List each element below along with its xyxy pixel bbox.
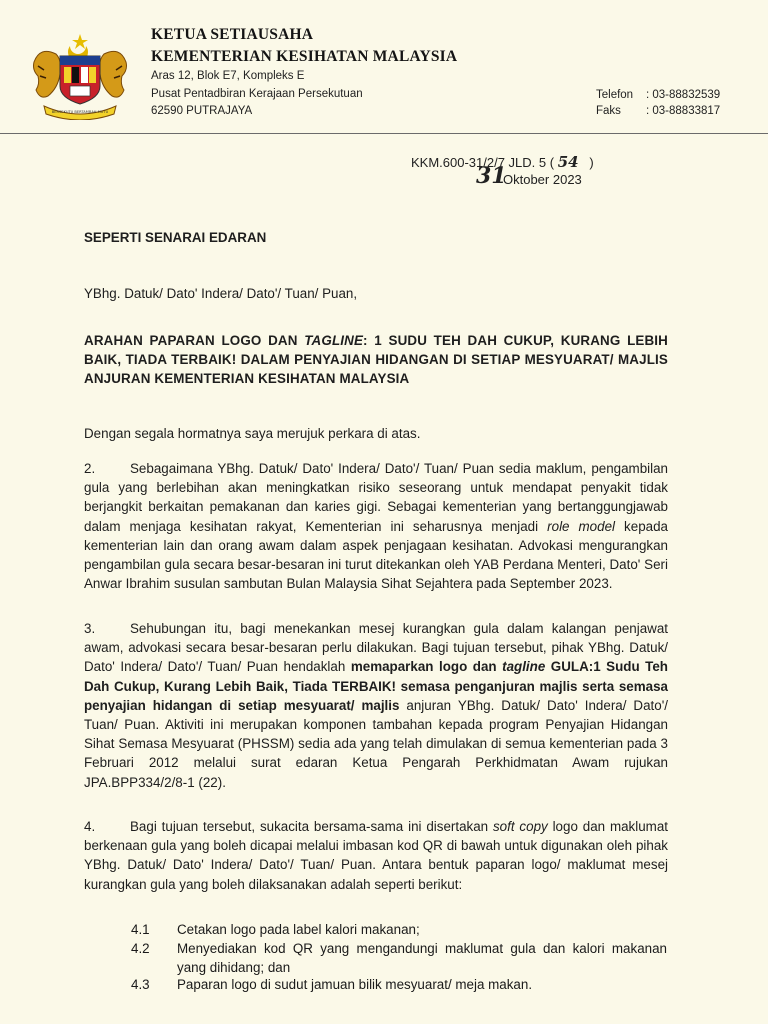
faks-label: Faks: [596, 105, 621, 117]
letterhead-title: KETUA SETIAUSAHA: [151, 26, 314, 43]
paragraph-4-italic: soft copy: [492, 819, 548, 834]
paragraph-3-text2: anjuran YBhg. Datuk/ Dato' Indera/ Dato'/ Tuan/ Puan. Aktiviti ini merupakan komponen tambahan kepada program Penyajian Hidangan Sihat Semasa Mesyuarat (PHSSM) sedia ada yang telah dimulakan di semua kementerian pada 3 Februari 2012 melalui surat edaran Ketua Pengarah Perkhidmatan Awam rujukan JPA.BPP334/2/8-1 (22).: [84, 697, 668, 790]
list-item-text: Paparan logo di sudut jamuan bilik mesyuarat/ meja makan.: [177, 977, 533, 992]
paragraph-3-bold2: GULA:1 Sudu Teh Dah Cukup, Kurang Lebih Baik, Tiada TERBAIK! semasa penganjuran majlis serta semasa penyajian hidangan di setiap mesyuarat/ majlis: [84, 659, 668, 713]
list-item-number: 4.3: [131, 977, 150, 992]
list-item-number: 4.2: [131, 941, 150, 956]
letterhead-address-line1: Aras 12, Blok E7, Kompleks E: [151, 70, 305, 82]
paragraph-2-number: 2.: [84, 461, 96, 476]
paragraph-3-bold-italic: tagline: [502, 659, 546, 675]
letterhead-address-line2: Pusat Pentadbiran Kerajaan Persekutuan: [151, 88, 363, 100]
letterhead-divider: [0, 133, 768, 134]
recipient: SEPERTI SENARAI EDARAN: [84, 230, 267, 245]
date-handwritten-day: 31: [476, 163, 507, 189]
paragraph-2-italic: role model: [547, 518, 616, 534]
paragraph-3: [84, 619, 668, 792]
malaysia-coat-of-arms-icon: [26, 32, 134, 120]
subject-heading: [84, 331, 668, 389]
paragraph-3-bold1: memaparkan logo dan: [350, 659, 503, 675]
telefon-value: : 03-88832539: [646, 89, 721, 101]
paragraph-3-text1: Sehubungan itu, bagi menekankan mesej kurangkan gula dalam kalangan penjawat awam, advokasi secara besar-besaran perlu dilakukan. Bagi tujuan tersebut, pihak YBhg. Datuk/ Dato' Indera/ Dato'/ Tuan/ Puan hendaklah: [84, 621, 668, 675]
letter-date: Oktober 2023: [503, 172, 582, 187]
file-reference-suffix: ): [589, 155, 594, 170]
paragraph-4-text2: logo dan maklumat berkenaan gula yang boleh dicapai melalui imbasan kod QR di bawah untuk digunakan oleh pihak YBhg. Datuk/ Dato' Indera/ Dato'/ Tuan/ Puan. Antara bentuk paparan logo/ maklumat mesej kurangkan gula yang boleh dilaksanakan adalah seperti berikut:: [84, 819, 668, 892]
paragraph-4: [84, 817, 668, 894]
paragraph-4-text1: Bagi tujuan tersebut, sukacita bersama-sama ini disertakan: [130, 819, 493, 834]
salutation: YBhg. Datuk/ Dato' Indera/ Dato'/ Tuan/ Puan,: [84, 286, 358, 301]
list-item: [131, 975, 671, 995]
file-reference-handwritten: 54: [557, 153, 579, 171]
faks-value: : 03-88833817: [646, 105, 721, 117]
list-item: [131, 939, 671, 979]
file-reference-number: KKM.600-31/2/7 JLD. 5 (: [411, 155, 555, 170]
subject-part2: : 1 SUDU TEH DAH CUKUP, KURANG LEBIH BAIK, TIADA TERBAIK! DALAM PENYAJIAN HIDANGAN DI SETIAP MESYUARAT/ MAJLIS ANJURAN KEMENTERIAN KESIHATAN MALAYSIA: [84, 333, 668, 387]
letterhead-ministry: KEMENTERIAN KESIHATAN MALAYSIA: [151, 48, 458, 65]
paragraph-2-text1: Sebagaimana YBhg. Datuk/ Dato' Indera/ Dato'/ Tuan/ Puan sedia maklum, pengambilan gula yang berlebihan akan meningkatkan risiko seseorang untuk mendapat penyakit tidak berjangkit berkaitan pemakanan dan karies gigi. Sebagai kementerian yang bertanggungjawab dalam menjaga kesihatan rakyat, Kementerian ini seharusnya menjadi: [84, 461, 668, 534]
subject-italic: TAGLINE: [304, 333, 364, 348]
letterhead-address-line3: 62590 PUTRAJAYA: [151, 105, 253, 117]
paragraph-4-number: 4.: [84, 819, 96, 834]
list-item: [131, 920, 671, 940]
paragraph-2: [84, 459, 668, 593]
letterhead-telefon: [596, 89, 720, 101]
svg-text:BERSEKUTU BERTAMBAH MUTU: BERSEKUTU BERTAMBAH MUTU: [51, 110, 109, 114]
letterhead-faks: [596, 105, 720, 117]
subject-part1: ARAHAN PAPARAN LOGO DAN: [84, 333, 305, 348]
list-item-number: 4.1: [131, 922, 150, 937]
list-item-text: Menyediakan kod QR yang mengandungi maklumat gula dan kalori makanan yang dihidang; dan: [177, 941, 667, 976]
paragraph-2-text2: kepada kementerian lain dan orang awam dalam aspek penjagaan kesihatan. Advokasi mengurangkan pengambilan gula secara besar-besaran ini turut ditekankan oleh YAB Perdana Menteri, Dato' Seri Anwar Ibrahim susulan sambutan Bulan Malaysia Sihat Sejahtera pada September 2023.: [84, 518, 668, 592]
list-item-text: Cetakan logo pada label kalori makanan;: [177, 922, 420, 937]
paragraph-3-number: 3.: [84, 621, 96, 636]
telefon-label: Telefon: [596, 89, 634, 101]
opening-line: Dengan segala hormatnya saya merujuk perkara di atas.: [84, 426, 421, 441]
